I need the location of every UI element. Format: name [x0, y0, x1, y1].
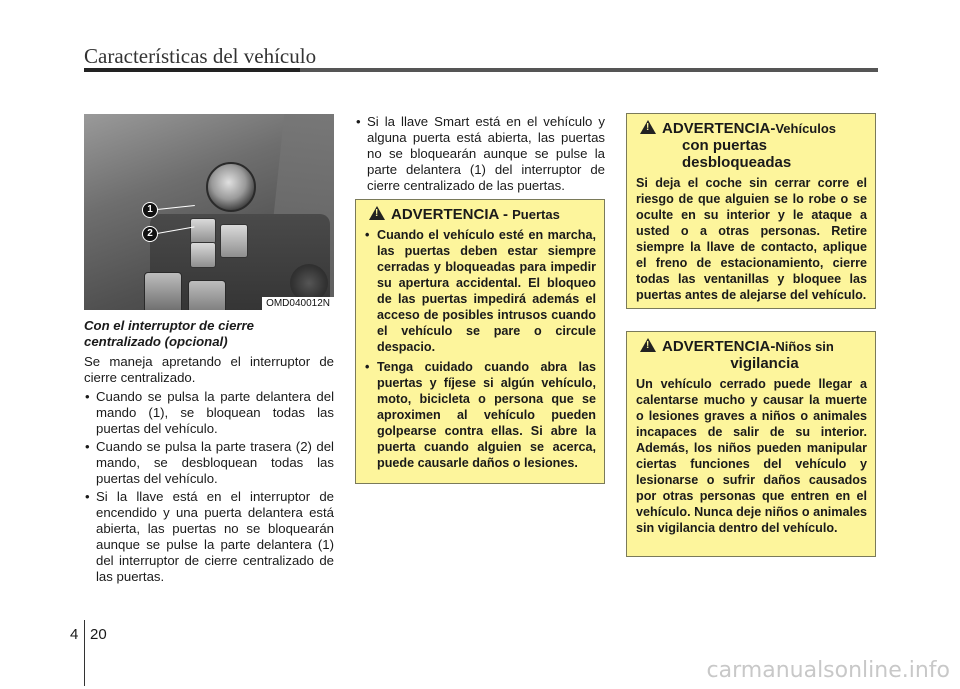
warning-title-main: ADVERTENCIA- — [662, 120, 776, 137]
photo-window-switch — [188, 280, 226, 310]
intro-paragraph: Se maneja apretando el interruptor de cierre centralizado. — [84, 354, 334, 385]
header-rule-accent — [84, 68, 300, 72]
warning-title — [365, 206, 596, 223]
photo-window-lock-button — [220, 224, 248, 258]
warning-title — [636, 120, 867, 171]
list-item: • Si la llave Smart está en el vehículo y alguna puerta está abierta, las puertas no se bloquearán aunque se pulse la parte delantera (1) del interruptor de cierre centralizado de las puertas. — [355, 114, 605, 194]
warning-box-unattended-children — [626, 331, 876, 557]
warning-triangle-icon — [640, 120, 656, 134]
warning-triangle-icon — [369, 206, 385, 220]
warning-bullet-list — [365, 227, 596, 471]
photo-lock-switch-rear — [190, 242, 216, 268]
warning-title-line2: con puertas desbloqueadas — [682, 137, 792, 171]
warning-title-main: ADVERTENCIA- — [662, 338, 776, 355]
warning-title-main: ADVERTENCIA - — [391, 206, 513, 223]
photo-window-switch — [144, 272, 182, 310]
warning-triangle-icon — [640, 338, 656, 352]
list-item: • Cuando se pulsa la parte delantera del mando (1), se bloquean todas las puertas del vehículo. — [84, 389, 334, 437]
photo-lock-switch-front — [190, 218, 216, 244]
footer-page-number: 20 — [90, 626, 107, 643]
warning-body: Si deja el coche sin cerrar corre el riesgo de que alguien se lo robe o se oculte en su interior y le ataque a usted o a otras personas. Retire siempre la llave de contacto, aplique el freno de estacionamiento, cierre todas las ventanillas y bloquee las puertas antes de alejarse del vehículo. — [636, 176, 867, 302]
figure-code: OMD040012N — [262, 297, 334, 310]
section-subheading: Con el interruptor de cierre centralizado (opcional) — [84, 318, 255, 349]
list-item: • Tenga cuidado cuando abra las puertas y fíjese si algún vehículo, moto, bicicleta o persona que se aproximen al vehículo pueden golpearse contra ellas. Si abre la puerta cuando alguien se acerca, puede causarle daños o lesiones. — [365, 359, 596, 471]
list-item: • Cuando el vehículo esté en marcha, las puertas deben estar siempre cerradas y bloqueadas para impedir su apertura accidental. El bloqueo de las puertas impedirá además el acceso de posibles intrusos cuando el vehículo se pare o circule despacio. — [365, 227, 596, 355]
warning-title-sub: Vehículos — [775, 121, 837, 136]
footer-rule — [84, 620, 85, 686]
bullet-list — [84, 389, 334, 585]
bullet-list — [355, 114, 605, 194]
warning-title — [636, 338, 867, 372]
warning-box-unlocked-vehicles — [626, 113, 876, 309]
footer-chapter-number: 4 — [70, 626, 79, 643]
list-item: • Si la llave está en el interruptor de encendido y una puerta delantera está abierta, las puertas no se bloquearán aunque se pulse la parte delantera (1) del interruptor de cierre centralizado de las puertas. — [84, 489, 334, 585]
warning-box-doors — [355, 199, 605, 484]
warning-body: Un vehículo cerrado puede llegar a calentarse mucho y causar la muerte o lesiones graves a niños o animales incapaces de salir de su interior. Además, los niños pueden manipular ciertas funciones del vehículo y lesionarse o sufrir daños causados por otras personas que entren en el vehículo. Nunca deje niños o animales sin vigilancia dentro del vehículo. — [636, 377, 867, 535]
door-switch-photo — [84, 114, 334, 310]
column-1-text — [84, 318, 334, 587]
callout-leader-line — [157, 205, 195, 210]
callout-1: 1 — [142, 202, 158, 218]
list-item: • Cuando se pulsa la parte trasera (2) del mando, se desbloquean todas las puertas del vehículo. — [84, 439, 334, 487]
page-header-title: Características del vehículo — [84, 44, 317, 68]
column-2-text — [355, 114, 605, 196]
callout-2: 2 — [142, 226, 158, 242]
watermark: carmanualsonline.info — [706, 658, 950, 683]
photo-mirror-knob — [206, 162, 256, 212]
warning-title-sub: Puertas — [512, 207, 560, 222]
warning-title-sub: Niños sin — [775, 339, 834, 354]
warning-title-line2: vigilancia — [730, 355, 799, 372]
